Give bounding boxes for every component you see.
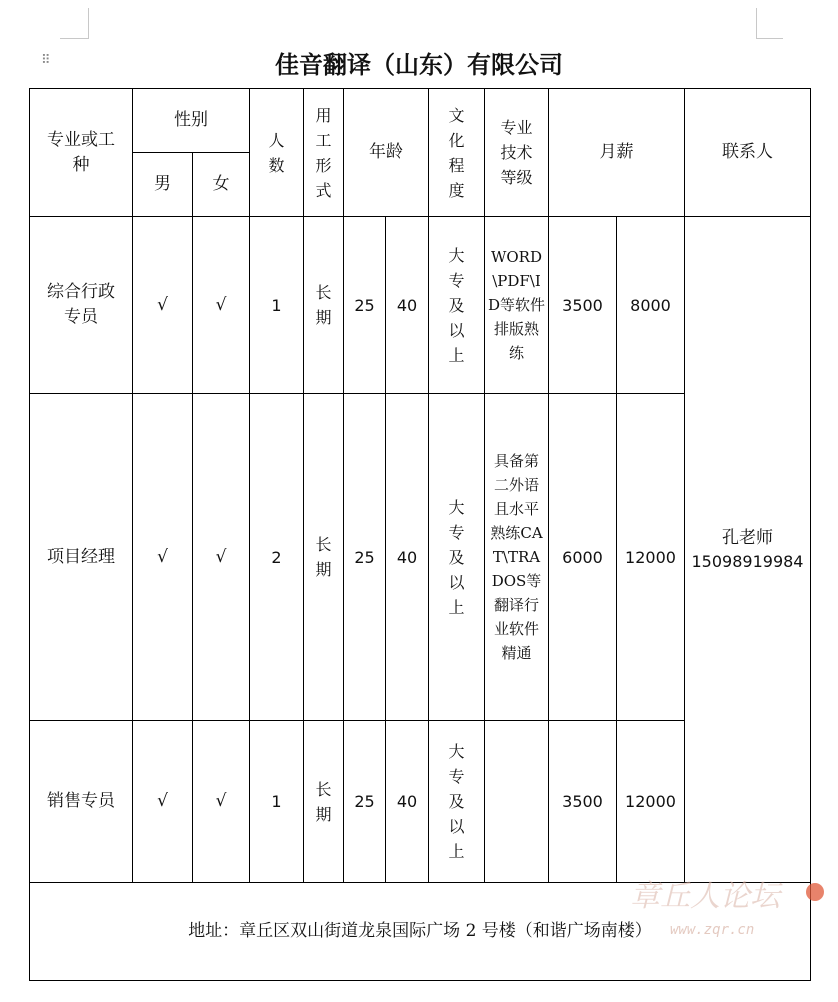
female-check: √ — [193, 721, 250, 883]
skill-cell: 具备第二外语且水平熟练CAT\TRADOS等翻译行业软件精通 — [485, 394, 549, 721]
education-cell: 大专及以上 — [429, 721, 485, 883]
count-cell: 2 — [250, 394, 304, 721]
salary-max-cell: 12000 — [617, 721, 685, 883]
female-check: √ — [193, 217, 250, 394]
header-salary: 月薪 — [549, 89, 685, 217]
female-check: √ — [193, 394, 250, 721]
contact-name: 孔老师 — [722, 527, 773, 548]
count-cell: 1 — [250, 721, 304, 883]
header-age: 年龄 — [344, 89, 429, 217]
age-min-cell: 25 — [344, 394, 386, 721]
table-move-handle-icon[interactable]: ⠿ — [41, 53, 50, 68]
count-cell: 1 — [250, 217, 304, 394]
page-corner-mark-left — [60, 8, 89, 39]
header-female: 女 — [193, 153, 250, 217]
salary-max-cell: 12000 — [617, 394, 685, 721]
education-cell: 大专及以上 — [429, 217, 485, 394]
header-education: 文化程度 — [429, 89, 485, 217]
skill-cell: WORD\PDF\ID等软件排版熟练 — [485, 217, 549, 394]
salary-max-cell: 8000 — [617, 217, 685, 394]
skill-cell — [485, 721, 549, 883]
salary-min-cell: 6000 — [549, 394, 617, 721]
employment-cell: 长期 — [304, 394, 344, 721]
recruitment-table-wrapper — [29, 88, 811, 981]
header-skill: 专业技术等级 — [485, 89, 549, 217]
header-employment: 用工形式 — [304, 89, 344, 217]
watermark-url: www.zqr.cn — [670, 922, 755, 938]
header-job: 专业或工种 — [30, 89, 133, 217]
age-min-cell: 25 — [344, 217, 386, 394]
address-cell: 地址：章丘区双山街道龙泉国际广场 2 号楼（和谐广场南楼） — [30, 883, 811, 981]
contact-cell — [685, 217, 811, 883]
page-title: 佳音翻译（山东）有限公司 — [275, 51, 563, 79]
age-max-cell: 40 — [386, 217, 429, 394]
age-max-cell: 40 — [386, 721, 429, 883]
education-cell: 大专及以上 — [429, 394, 485, 721]
male-check: √ — [133, 394, 193, 721]
header-male: 男 — [133, 153, 193, 217]
male-check: √ — [133, 217, 193, 394]
employment-cell: 长期 — [304, 217, 344, 394]
job-cell: 销售专员 — [30, 721, 133, 883]
salary-min-cell: 3500 — [549, 721, 617, 883]
employment-cell: 长期 — [304, 721, 344, 883]
page-corner-mark-right — [756, 8, 783, 39]
job-cell: 项目经理 — [30, 394, 133, 721]
header-row-1 — [30, 89, 811, 153]
salary-min-cell: 3500 — [549, 217, 617, 394]
job-cell: 综合行政专员 — [30, 217, 133, 394]
header-contact: 联系人 — [685, 89, 811, 217]
watermark-text: 章丘人论坛 — [630, 879, 780, 914]
header-gender: 性别 — [133, 89, 250, 153]
male-check: √ — [133, 721, 193, 883]
table-row — [30, 217, 811, 394]
age-max-cell: 40 — [386, 394, 429, 721]
recruitment-table — [29, 88, 811, 981]
header-count: 人数 — [250, 89, 304, 217]
contact-phone: 15098919984 — [691, 551, 804, 571]
address-row — [30, 883, 811, 981]
age-min-cell: 25 — [344, 721, 386, 883]
